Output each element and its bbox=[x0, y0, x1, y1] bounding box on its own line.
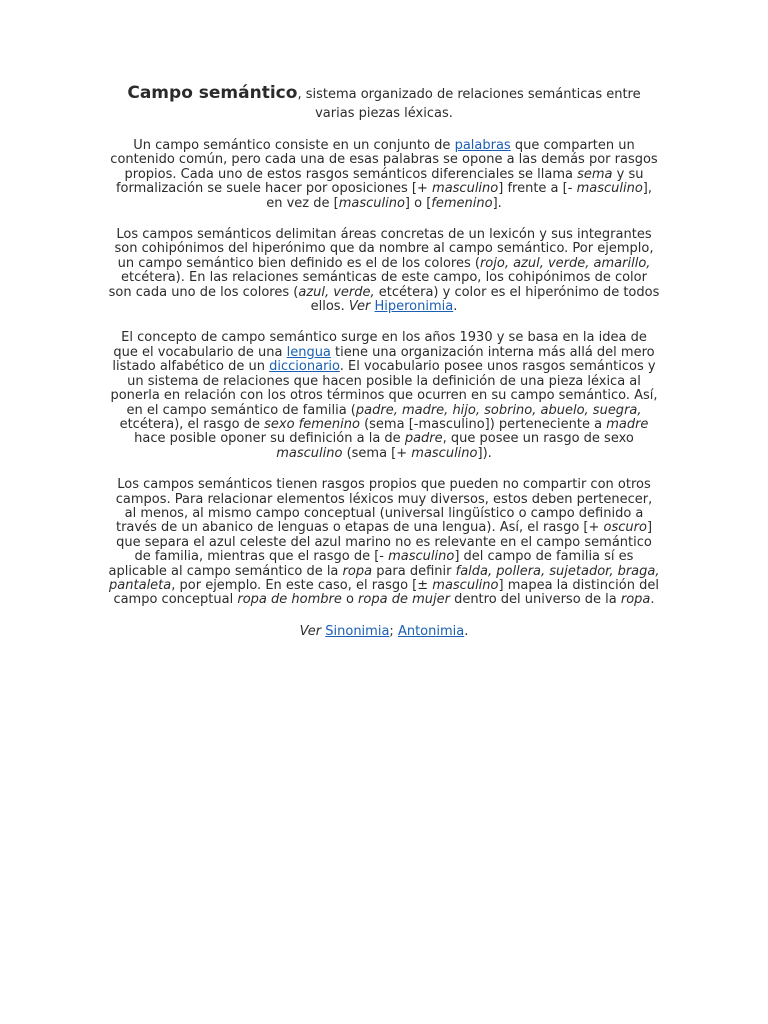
text: ] mapea la distinción del campo conceptual bbox=[113, 577, 659, 608]
text: , por ejemplo. En este caso, el rasgo [± bbox=[171, 577, 433, 593]
text: Los campos semánticos tienen rasgos propios que pueden no compartir con otros campos. Para relacionar elementos léxicos muy diversos, estos deben pertenecer, al menos, al mismo campo conceptual (universal lingüístico o campo definido a través de un abanico de lenguas o etapas de una lengua). Así, el rasgo [+ bbox=[115, 477, 653, 536]
text: que comparten un contenido común, pero cada una de esas palabras se opone a las demás por rasgos propios. Cada uno de estos rasgos semánticos diferenciales se llama bbox=[110, 138, 658, 182]
italic-text: Ver bbox=[299, 623, 322, 639]
text: ], en vez de [ bbox=[266, 181, 652, 211]
text: (sema [-masculino]) perteneciente a bbox=[359, 416, 607, 432]
italic-text: sexo femenino bbox=[264, 416, 360, 432]
italic-text: masculino bbox=[338, 195, 405, 211]
paragraph-colores bbox=[108, 228, 660, 314]
text: ] del campo de familia sí es aplicable al campo semántico de la bbox=[108, 549, 634, 579]
text: El concepto de campo semántico surge en los años 1930 y se basa en la idea de que el vocabulario de una bbox=[113, 330, 647, 360]
italic-text: ropa de hombre bbox=[237, 592, 342, 608]
text: ; bbox=[389, 623, 398, 639]
italic-text: ropa bbox=[342, 563, 373, 579]
text: ] frente a [- bbox=[498, 181, 577, 197]
italic-text: masculino bbox=[388, 549, 455, 565]
text: . bbox=[453, 299, 458, 315]
link-hiperonimia[interactable]: Hiperonimia bbox=[374, 299, 454, 315]
italic-text: Ver bbox=[348, 299, 371, 315]
text: dentro del universo de la bbox=[449, 592, 621, 608]
italic-text: falda, pollera, sujetador, braga, pantaleta bbox=[109, 563, 660, 593]
link-lengua[interactable]: lengua bbox=[286, 344, 331, 360]
italic-text: masculino bbox=[411, 445, 478, 461]
paragraph-ver bbox=[108, 625, 660, 639]
link-sinonimia[interactable]: Sinonimia bbox=[325, 623, 390, 639]
italic-text: sema bbox=[577, 166, 613, 182]
link-diccionario[interactable]: diccionario bbox=[269, 359, 340, 375]
text: ] o [ bbox=[404, 195, 432, 211]
text: ]). bbox=[477, 445, 492, 461]
paragraph-concepto bbox=[108, 331, 660, 461]
italic-text: azul, verde, bbox=[298, 284, 375, 300]
italic-text: masculino bbox=[432, 577, 499, 593]
text: para definir bbox=[372, 563, 456, 579]
text: ]. bbox=[492, 195, 502, 211]
text: . bbox=[650, 592, 655, 608]
text: (sema [+ bbox=[342, 445, 412, 461]
italic-text: padre, madre, hijo, sobrino, abuelo, suegra, bbox=[355, 402, 642, 418]
text: etcétera). En las relaciones semánticas de este campo, los cohipónimos de color son cada uno de los colores ( bbox=[108, 270, 647, 300]
italic-text: oscuro bbox=[603, 520, 647, 536]
text: etcétera) y color es el hiperónimo de todos ellos. bbox=[310, 284, 660, 315]
text: o bbox=[341, 592, 359, 608]
title-subtitle: , sistema organizado de relaciones semánticas entre varias piezas léxicas. bbox=[297, 87, 641, 121]
italic-text: ropa bbox=[620, 592, 651, 608]
text: tiene una organización interna más allá del mero listado alfabético de un bbox=[112, 344, 655, 375]
text: . El vocabulario posee unos rasgos semánticos y un sistema de relaciones que hacen posible la definición de una pieza léxica al ponerla en relación con los otros términos que ocurren en su campo semántico. Así, en el campo semántico de familia ( bbox=[110, 359, 658, 418]
page-title: Campo semántico bbox=[127, 83, 298, 103]
italic-text: masculino bbox=[576, 181, 643, 197]
text: , que posee un rasgo de sexo bbox=[442, 431, 634, 447]
italic-text: femenino bbox=[431, 195, 493, 211]
text: y su formalización se suele hacer por oposiciones [+ bbox=[115, 166, 644, 197]
italic-text: padre bbox=[404, 431, 443, 447]
text: etcétera), el rasgo de bbox=[119, 416, 265, 432]
text: Los campos semánticos delimitan áreas concretas de un lexicón y sus integrantes son cohipónimos del hiperónimo que da nombre al campo semántico. Por ejemplo, un campo semántico bien definido es el de los colores ( bbox=[114, 227, 654, 271]
italic-text: ropa de mujer bbox=[358, 592, 450, 608]
title-paragraph bbox=[108, 84, 660, 123]
link-antonimia[interactable]: Antonimia bbox=[397, 623, 465, 639]
paragraph-rasgos bbox=[108, 478, 660, 608]
italic-text: masculino bbox=[432, 181, 499, 197]
italic-text: rojo, azul, verde, amarillo, bbox=[479, 255, 651, 271]
link-palabras[interactable]: palabras bbox=[454, 138, 511, 153]
italic-text: masculino bbox=[276, 445, 343, 461]
text: ] que separa el azul celeste del azul marino no es relevante en el campo semántico de familia, mientras que el rasgo de [- bbox=[116, 520, 653, 565]
text: . bbox=[464, 623, 469, 639]
paragraph-definition bbox=[108, 139, 660, 211]
document-page bbox=[108, 84, 660, 656]
text: hace posible oponer su definición a la de bbox=[134, 431, 405, 447]
text: Un campo semántico consiste en un conjunto de bbox=[133, 138, 455, 153]
italic-text: madre bbox=[606, 416, 649, 432]
